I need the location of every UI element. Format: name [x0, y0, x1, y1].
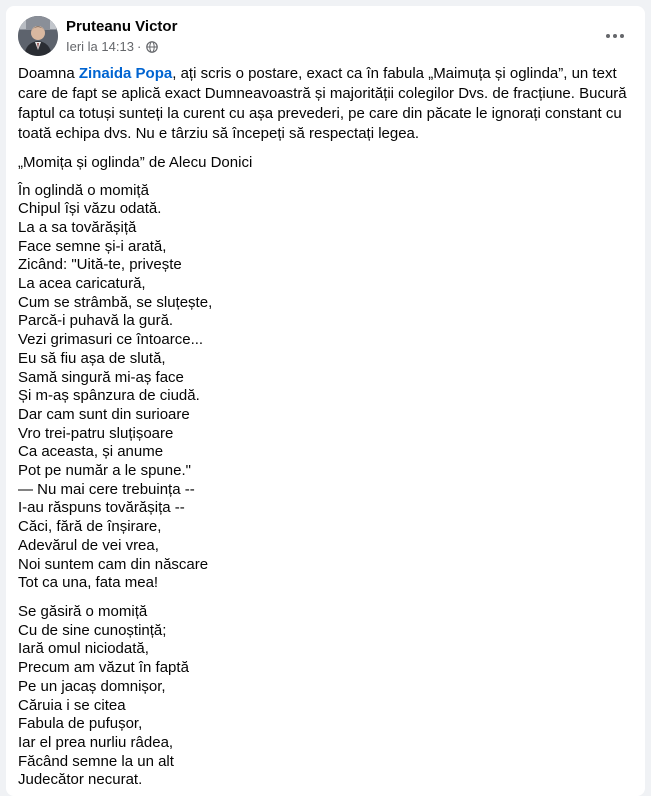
poem-line: Face semne și-i arată,	[18, 237, 167, 255]
poem-line: I-au răspuns tovărășița --	[18, 499, 185, 517]
poem-line: La a sa tovărășiță	[18, 218, 137, 236]
poem-line: Făcând semne la un alt	[18, 752, 174, 770]
poem-line: Ca aceasta, și anume	[18, 443, 164, 461]
poem-line: Noi suntem cam din născare	[18, 555, 209, 573]
more-options-button[interactable]	[597, 18, 633, 54]
poem-stanza-1	[18, 182, 631, 593]
poem-line: Vezi grimasuri ce întoarce...	[18, 331, 204, 349]
post-card	[6, 6, 645, 796]
poem-line: Cum se strâmbă, se sluțește,	[18, 293, 213, 311]
poem-stanza-2	[18, 603, 631, 790]
poem-line: Samă singură mi-aș face	[18, 368, 184, 386]
avatar-image	[18, 16, 58, 56]
poem-line: Se găsiră o momiță	[18, 603, 148, 620]
intro-paragraph	[18, 64, 631, 144]
meta-separator: ·	[136, 39, 142, 54]
poem-line: Precum am văzut în faptă	[18, 659, 189, 677]
poem-line: Pot pe număr a le spune."	[18, 462, 191, 480]
post-meta	[66, 39, 158, 54]
avatar[interactable]	[18, 16, 58, 56]
poem-line: Judecător necurat.	[18, 771, 143, 789]
author-name[interactable]: Pruteanu Victor	[66, 18, 178, 35]
post-timestamp[interactable]: Ieri la 14:13	[66, 39, 134, 54]
mention-link[interactable]: Zinaida Popa	[78, 65, 173, 82]
intro-text-start: Doamna	[18, 65, 79, 82]
globe-icon[interactable]	[146, 41, 158, 53]
poem-line: Pe un jacaș domnișor,	[18, 677, 166, 695]
poem-line: Și m-aș spânzura de ciudă.	[18, 387, 200, 405]
poem-line: În oglindă o momiță	[18, 181, 149, 199]
poem-line: Zicând: "Uită-te, privește	[18, 256, 182, 274]
poem-line: Eu să fiu așa de slută,	[18, 349, 166, 367]
poem-line: Iar el prea nurliu râdea,	[18, 733, 174, 751]
poem-line: Iară omul niciodată,	[18, 640, 149, 658]
poem-line: — Nu mai cere trebuința --	[18, 480, 195, 498]
poem-line: Fabula de pufușor,	[18, 715, 143, 733]
poem-line: Parcă-i puhavă la gură.	[18, 312, 174, 330]
post-header	[18, 16, 633, 60]
poem-line: La acea caricatură,	[18, 275, 146, 293]
more-horizontal-icon	[605, 33, 625, 39]
poem-line: Tot ca una, fata mea!	[18, 574, 159, 592]
post-body	[18, 64, 631, 796]
poem-title: „Momița și oglinda” de Alecu Donici	[18, 153, 253, 171]
poem-line: Dar cam sunt din surioare	[18, 405, 190, 423]
poem-line: Adevărul de vei vrea,	[18, 536, 159, 554]
poem-line: Căruia i se citea	[18, 696, 126, 714]
poem-line: Vro trei-patru sluțișoare	[18, 424, 174, 442]
intro-text-rest: , ați scris o postare, exact ca în fabula „Maimuța și oglinda”, un text care de fapt se aplică exact Dumneavoastră și majorității colegilor Dvs. de fracțiune. Bucură faptul ca totuși sunteți la curent cu așa prevederi, pe care din păcate le ignorați constant cu toată echipa dvs. Nu e târziu să începeți să respectați legea.	[18, 65, 627, 142]
poem-line: Căci, fără de înșirare,	[18, 518, 162, 536]
poem-line: Chipul își văzu odată.	[18, 200, 162, 218]
poem-line: Cu de sine cunoștință;	[18, 621, 167, 639]
